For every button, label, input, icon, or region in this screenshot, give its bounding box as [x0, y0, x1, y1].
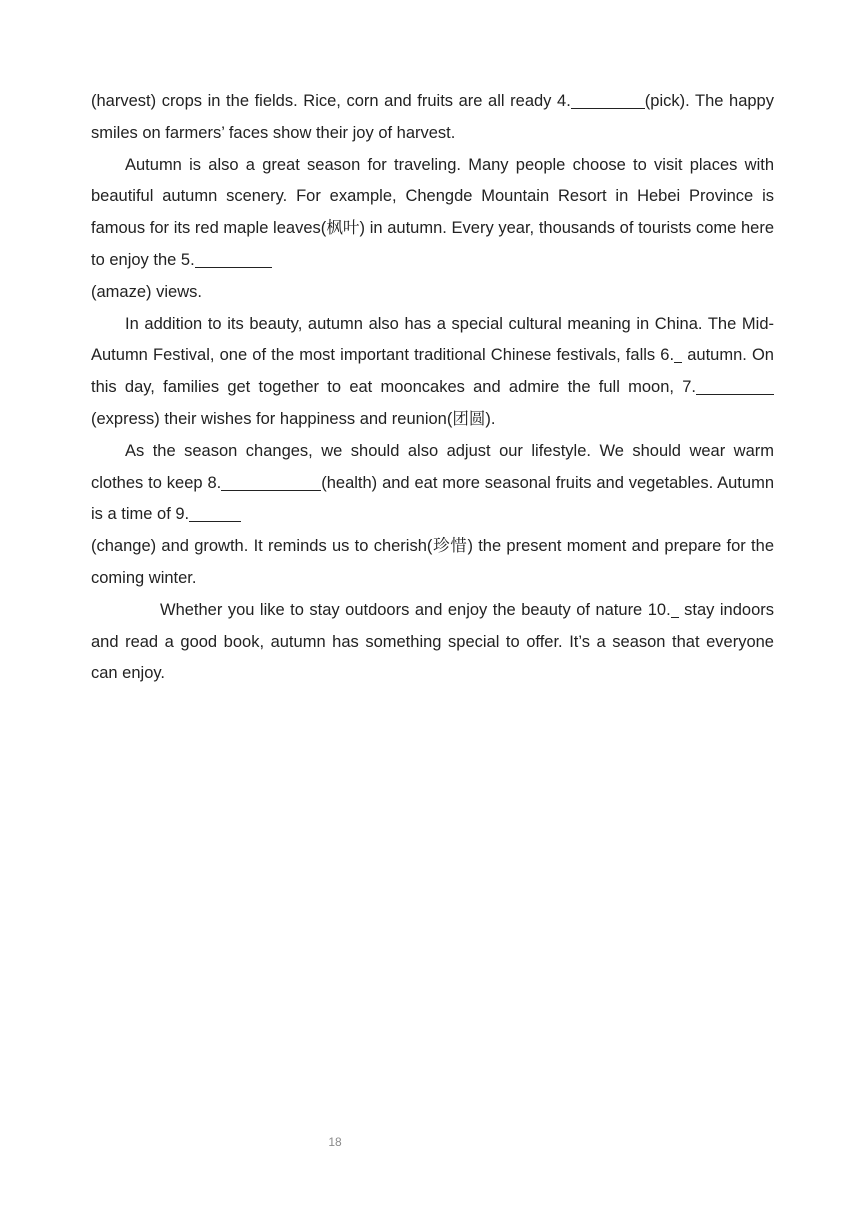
paragraph-harvest-text-1: (harvest) crops in the fields. Rice, corn and fruits are all ready 4.	[91, 92, 571, 110]
paragraph-conclusion-text-2: stay indoors and read a good book, autumn has something special to offer. It’s a season that everyone can enjoy.	[91, 600, 774, 683]
paragraph-travel-text-1: Autumn is also a great season for traveling. Many people choose to visit places with beautiful autumn scenery. For example, Chengde Mountain Resort in Hebei Province is famous for its red maple leaves(枫叶) in autumn. Every year, thousands of tourists come here to enjoy the 5.	[91, 155, 774, 269]
paragraph-conclusion	[91, 595, 774, 690]
blank-9[interactable]	[189, 503, 241, 522]
paragraph-lifestyle-text-2: (health) and eat more seasonal fruits and vegetables. Autumn is a time of 9.	[91, 473, 774, 524]
paragraph-lifestyle-text-3: (change) and growth. It reminds us to cherish(珍惜) the present moment and prepare for the coming winter.	[91, 537, 774, 587]
blank-4[interactable]	[571, 90, 645, 109]
blank-5[interactable]	[195, 249, 272, 268]
blank-10[interactable]	[671, 599, 679, 618]
paragraph-lifestyle-text-1: As the season changes, we should also adjust our lifestyle. We should wear warm clothes to keep 8.	[91, 441, 774, 492]
reading-passage	[91, 86, 774, 690]
paragraph-harvest	[91, 86, 774, 150]
paragraph-culture-text-3: (express) their wishes for happiness and reunion(团圆).	[91, 409, 496, 428]
blank-7[interactable]	[696, 376, 774, 395]
paragraph-culture-text-2: autumn. On this day, families get together to eat mooncakes and admire the full moon, 7.	[91, 346, 774, 397]
paragraph-travel	[91, 150, 774, 309]
paragraph-culture-text-1: In addition to its beauty, autumn also has a special cultural meaning in China. The Mid-Autumn Festival, one of the most important traditional Chinese festivals, falls 6.	[91, 314, 774, 365]
blank-8[interactable]	[221, 472, 321, 491]
paragraph-travel-text-2: (amaze) views.	[91, 282, 202, 301]
blank-6[interactable]	[674, 344, 682, 363]
page-number: 18	[328, 1135, 342, 1149]
paragraph-culture	[91, 309, 774, 436]
paragraph-conclusion-text-1: Whether you like to stay outdoors and enjoy the beauty of nature 10.	[160, 600, 671, 619]
paragraph-lifestyle	[91, 436, 774, 595]
paragraph-harvest-text-2: (pick). The happy smiles on farmers’ faces show their joy of harvest.	[91, 92, 774, 142]
